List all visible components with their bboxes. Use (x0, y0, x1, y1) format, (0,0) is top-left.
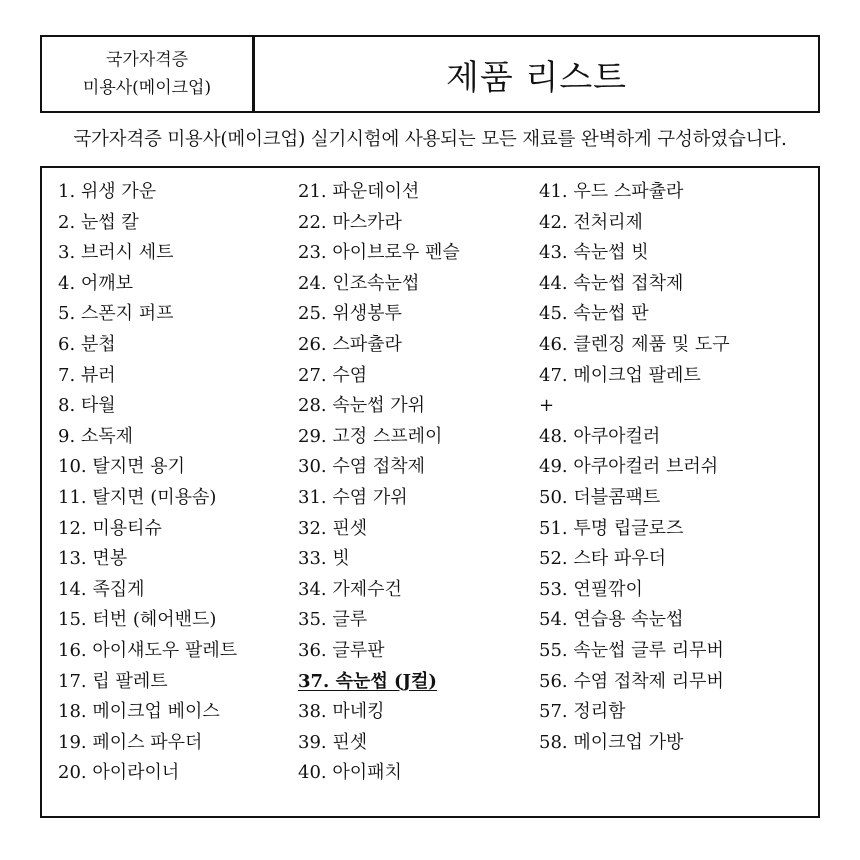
product-item: 55. 속눈썹 글루 리무버 (539, 639, 724, 661)
product-item: 6. 분첩 (58, 333, 116, 355)
header-box (40, 35, 820, 113)
product-item: 23. 아이브로우 펜슬 (298, 242, 460, 264)
product-item: 13. 면봉 (58, 548, 128, 570)
product-item: 40. 아이패치 (298, 762, 402, 784)
product-item: 51. 투명 립글로즈 (539, 517, 684, 539)
product-item: 38. 마네킹 (298, 701, 385, 723)
product-item: 12. 미용티슈 (58, 517, 162, 539)
product-item: 50. 더블콤팩트 (539, 486, 661, 508)
product-item: 3. 브러시 세트 (58, 242, 174, 264)
product-item: 54. 연습용 속눈썹 (539, 609, 684, 631)
product-item: 57. 정리함 (539, 701, 626, 723)
product-item: 5. 스폰지 퍼프 (58, 303, 174, 325)
product-item: 25. 위생봉투 (298, 303, 402, 325)
product-item: 17. 립 팔레트 (58, 670, 168, 692)
product-item: 37. 속눈썹 (J컬) (298, 670, 437, 692)
product-item: 46. 클렌징 제품 및 도구 (539, 333, 730, 355)
product-item: 18. 메이크업 베이스 (58, 701, 220, 723)
product-column-1 (58, 177, 237, 789)
certification-line-2: 미용사(메이크업) (82, 78, 212, 98)
product-item: 32. 핀셋 (298, 517, 368, 539)
product-item: 27. 수염 (298, 364, 368, 386)
product-item: 26. 스파츌라 (298, 333, 402, 355)
page-subtitle: 국가자격증 미용사(메이크업) 실기시험에 사용되는 모든 재료를 완벽하게 구성하였습니다. (73, 129, 787, 150)
product-item: 29. 고정 스프레이 (298, 425, 443, 447)
product-item: 48. 아쿠아컬러 (539, 425, 661, 447)
product-item: 43. 속눈썹 빗 (539, 242, 649, 264)
product-column-2 (298, 177, 460, 789)
product-item: 52. 스타 파우더 (539, 548, 667, 570)
product-item: 9. 소독제 (58, 425, 134, 447)
product-item: 47. 메이크업 팔레트 (539, 364, 701, 386)
product-item: 45. 속눈썹 판 (539, 303, 649, 325)
product-item: 2. 눈썹 칼 (58, 211, 139, 233)
product-item: 24. 인조속눈썹 (298, 272, 420, 294)
product-column-3 (539, 177, 730, 758)
product-item: 33. 빗 (298, 548, 350, 570)
certification-line-1: 국가자격증 (105, 50, 189, 70)
product-item: + (539, 395, 555, 417)
product-item: 1. 위생 가운 (58, 181, 157, 202)
page-title: 제품 리스트 (445, 57, 628, 98)
product-item: 58. 메이크업 가방 (539, 731, 684, 753)
product-list (40, 166, 820, 818)
product-item: 4. 어깨보 (58, 272, 134, 294)
product-item: 56. 수염 접착제 리무버 (539, 670, 724, 692)
product-item: 22. 마스카라 (298, 211, 402, 233)
product-item: 34. 가제수건 (298, 578, 402, 600)
product-item: 11. 탈지면 (미용솜) (58, 486, 217, 508)
product-item: 16. 아이섀도우 팔레트 (58, 639, 238, 661)
product-item: 28. 속눈썹 가위 (298, 395, 426, 417)
product-item: 42. 전처리제 (539, 211, 643, 233)
product-item: 7. 뷰러 (58, 364, 116, 386)
product-item: 35. 글루 (298, 609, 368, 631)
product-item: 49. 아쿠아컬러 브러쉬 (539, 456, 719, 478)
product-item: 36. 글루판 (298, 639, 385, 661)
product-item: 39. 핀셋 (298, 731, 368, 753)
product-item: 20. 아이라이너 (58, 762, 180, 784)
product-item: 19. 페이스 파우더 (58, 731, 203, 753)
product-item: 41. 우드 스파츌라 (539, 181, 684, 202)
product-item: 53. 연필깎이 (539, 578, 643, 600)
product-item: 8. 타월 (58, 395, 116, 417)
product-item: 31. 수염 가위 (298, 486, 408, 508)
product-item: 10. 탈지면 용기 (58, 456, 186, 478)
product-item: 44. 속눈썹 접착제 (539, 272, 684, 294)
product-item: 21. 파운데이션 (298, 181, 420, 202)
product-item: 15. 터번 (헤어밴드) (58, 609, 217, 631)
product-item: 30. 수염 접착제 (298, 456, 426, 478)
product-item: 14. 족집게 (58, 578, 145, 600)
certification-label (42, 37, 255, 111)
